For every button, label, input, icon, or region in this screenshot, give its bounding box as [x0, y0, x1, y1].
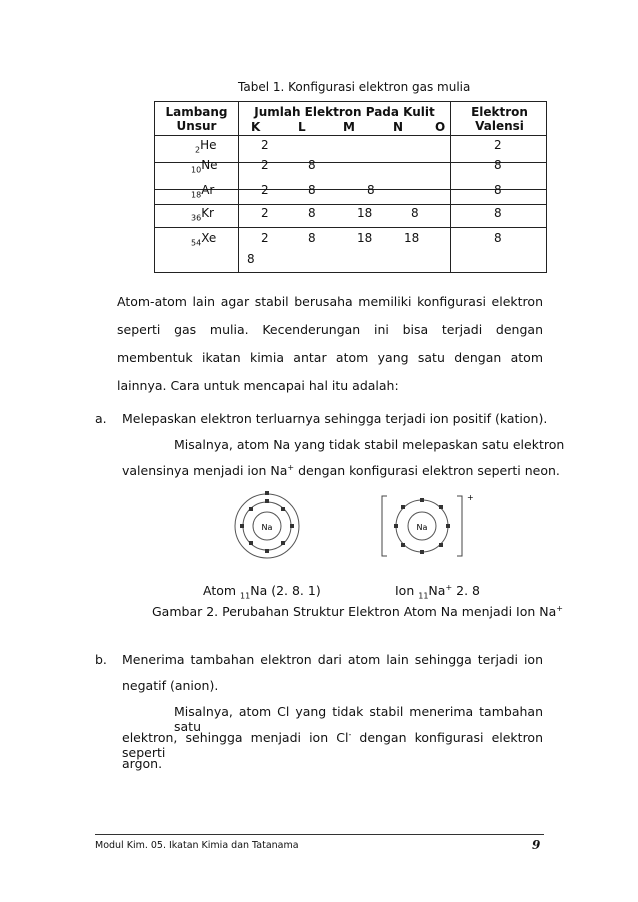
table-row-ne-symbol: $_{10}$Ne: [191, 158, 218, 175]
table-row-kr-n: 8: [411, 206, 419, 220]
table-row-he-k: 2: [261, 138, 269, 152]
table-row-ar-symbol: $_{18}$Ar: [191, 183, 215, 200]
na-atom-diagram: [235, 491, 299, 558]
list-marker-a: a.: [95, 411, 107, 426]
item-b-line2: negatif (anion).: [122, 678, 219, 693]
footer-divider: [95, 834, 544, 835]
item-a-line3: valensinya menjadi ion Na+ dengan konfigurasi elektron seperti neon.: [122, 463, 560, 479]
header-shell-k: K: [251, 120, 261, 134]
table-row-ne-k: 2: [261, 158, 269, 172]
table-row-he-symbol: $_2$He: [195, 138, 217, 155]
table-row-xe-val: 8: [494, 231, 502, 245]
item-b-line3: Misalnya, atom Cl yang tidak stabil menerima tambahan satu: [174, 704, 543, 734]
table-row-kr-k: 2: [261, 206, 269, 220]
table-row-xe-m: 18: [357, 231, 373, 245]
figure-label-ion: Ion $_{11}$Na+ 2. 8: [395, 583, 480, 601]
table-row-ne-l: 8: [308, 158, 316, 172]
figure-label-atom: Atom $_{11}$Na (2. 8. 1): [203, 583, 321, 601]
table-row-xe-n: 18: [404, 231, 420, 245]
electron-config-table: [154, 101, 547, 273]
item-a-text: Melepaskan elektron terluarnya sehingga terjadi ion positif (kation).: [122, 411, 548, 426]
figure-caption: Gambar 2. Perubahan Struktur Elektron Atom Na menjadi Ion Na+: [152, 604, 563, 620]
table-row-ar-val: 8: [494, 183, 502, 197]
header-lambang: Lambang Unsur: [165, 105, 228, 133]
intro-paragraph: Atom-atom lain agar stabil berusaha memiliki konfigurasi elektron seperti gas mulia. Kecenderungan ini bisa terjadi dengan membentuk ikatan kimia antar atom yang satu dengan atom lainnya. Cara untuk mencapai hal itu adalah:: [117, 294, 543, 393]
item-b-line5: argon.: [122, 756, 163, 771]
header-valensi: Elektron Valensi: [471, 105, 528, 133]
item-b-line1: Menerima tambahan elektron dari atom lain sehingga terjadi ion: [122, 652, 543, 667]
table-row-he-val: 2: [494, 138, 502, 152]
table-row-ar-k: 2: [261, 183, 269, 197]
table-row-kr-m: 18: [357, 206, 373, 220]
header-shell-o: O: [435, 120, 446, 134]
na-ion-nucleus-label: Na: [416, 523, 428, 532]
table-row-xe-l: 8: [308, 231, 316, 245]
table-row-ne-val: 8: [494, 158, 502, 172]
table-row-xe-k: 2: [261, 231, 269, 245]
table-caption: Tabel 1. Konfigurasi elektron gas mulia: [238, 80, 471, 94]
header-shell-n: N: [393, 120, 404, 134]
header-jumlah: Jumlah Elektron Pada Kulit: [254, 105, 435, 119]
table-row-kr-l: 8: [308, 206, 316, 220]
table-row-xe-o: 8: [247, 252, 255, 266]
item-b-line4: elektron, sehingga menjadi ion Cl- dengan konfigurasi elektron seperti: [122, 730, 544, 761]
na-atom-nucleus-label: Na: [261, 523, 273, 532]
header-shell-m: M: [343, 120, 355, 134]
page-number: 9: [532, 838, 541, 852]
table-row-xe-symbol: $_{54}$Xe: [191, 231, 217, 248]
na-ion-charge: +: [467, 493, 474, 502]
table-row-kr-symbol: $_{36}$Kr: [191, 206, 214, 223]
table-row-kr-val: 8: [494, 206, 502, 220]
table-row-ar-m: 8: [367, 183, 375, 197]
table-row-ar-l: 8: [308, 183, 316, 197]
item-a-line2: Misalnya, atom Na yang tidak stabil melepaskan satu elektron: [174, 437, 565, 452]
list-marker-b: b.: [95, 652, 107, 667]
footer-text: Modul Kim. 05. Ikatan Kimia dan Tatanama: [95, 840, 299, 851]
na-structure-figure: [225, 490, 485, 562]
header-shell-l: L: [298, 120, 306, 134]
na-ion-diagram: [382, 493, 474, 556]
